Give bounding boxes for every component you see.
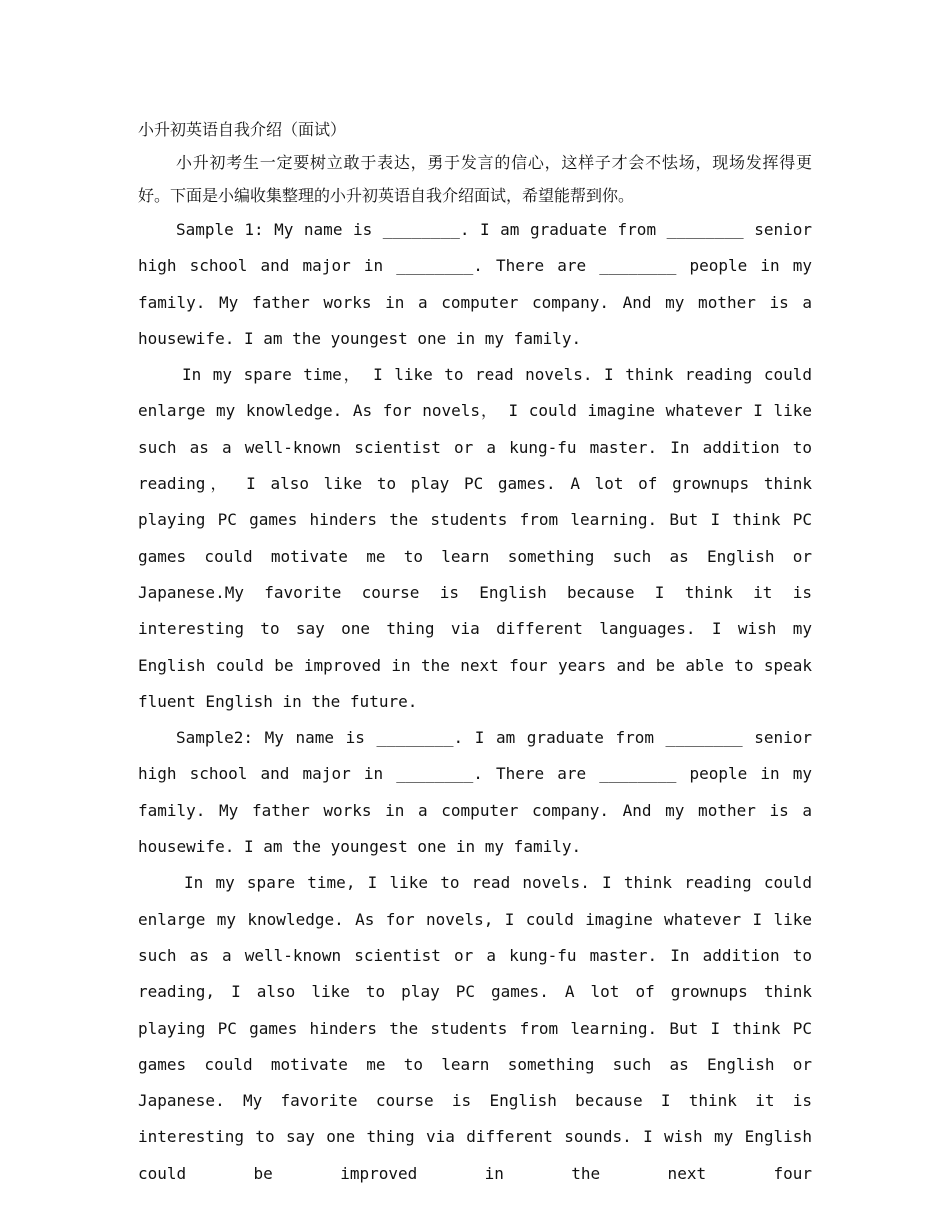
sample1-body-paragraph: In my spare time， I like to read novels. I think reading could enlarge my knowledge. As for novels， I could imagine whatever I like such as a well-known scientist or a kung-fu master. In addition to reading， I also like to play PC games. A lot of grownups think playing PC games hinders the students from learning. But I think PC games could motivate me to learn something such as English or Japanese.My favorite course is English because I think it is interesting to say one thing via different languages. I wish my English could be improved in the next four years and be able to speak fluent English in the future. bbox=[138, 365, 812, 711]
document-body bbox=[138, 114, 812, 1192]
sample1-intro-paragraph: Sample 1: My name is ________. I am graduate from ________ senior high school and major in ________. There are ________ people in my family. My father works in a computer company. And my mother is a housewife. I am the youngest one in my family. bbox=[138, 220, 812, 348]
sample2-intro-paragraph: Sample2: My name is ________. I am graduate from ________ senior high school and major in ________. There are ________ people in my family. My father works in a computer company. And my mother is a housewife. I am the youngest one in my family. bbox=[138, 728, 812, 857]
intro-paragraph: 小升初考生一定要树立敢于表达，勇于发言的信心，这样子才会不怯场，现场发挥得更好。下面是小编收集整理的小升初英语自我介绍面试，希望能帮到你。 bbox=[138, 153, 812, 205]
sample2-body-paragraph: In my spare time, I like to read novels. I think reading could enlarge my knowledge. As for novels, I could imagine whatever I like such as a well-known scientist or a kung-fu master. In addition to reading, I also like to play PC games. A lot of grownups think playing PC games hinders the students from learning. But I think PC games could motivate me to learn something such as English or Japanese. My favorite course is English because I think it is interesting to say one thing via different sounds. I wish my English could be improved in the next four bbox=[138, 873, 812, 1183]
document-title: 小升初英语自我介绍（面试） bbox=[138, 120, 347, 139]
